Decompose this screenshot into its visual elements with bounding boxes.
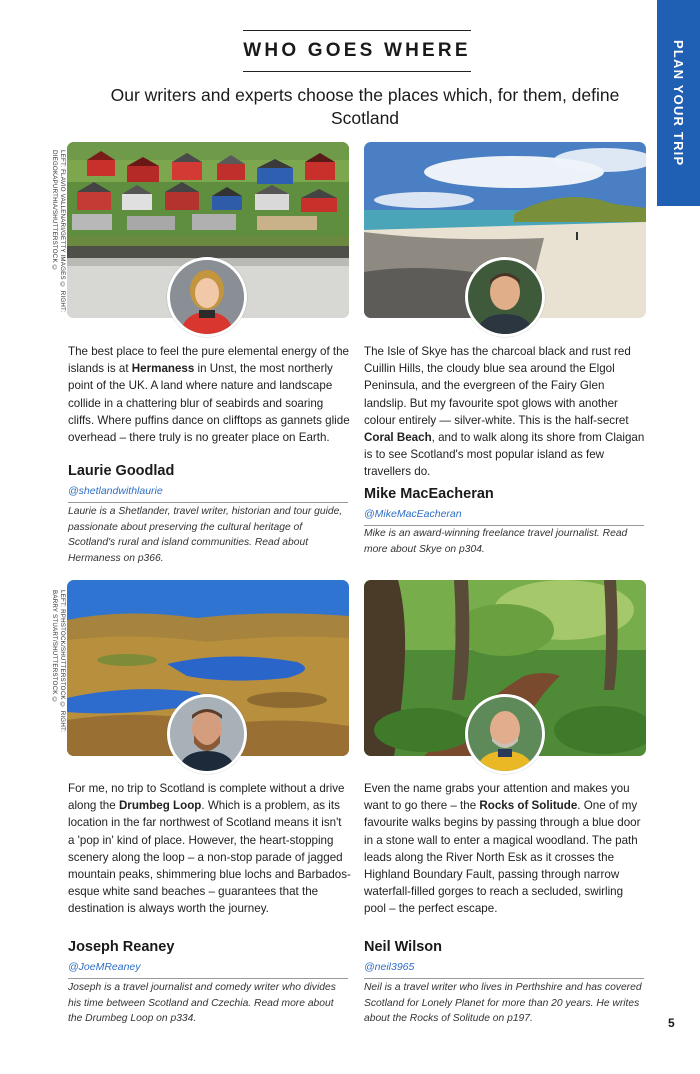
section-subtitle: Our writers and experts choose the places which, for them, define Scotland	[110, 85, 620, 128]
author-bio-joseph-reaney: Joseph is a travel journalist and comedy writer who divides his time between Scotland and Czechia. Read more about the Drumbeg Loop on p334.	[68, 982, 336, 1024]
author-handle-neil-wilson[interactable]: @neil3965	[364, 961, 415, 973]
author-name-joseph-reaney: Joseph Reaney	[68, 939, 175, 955]
author-handle-laurie-goodlad[interactable]: @shetlandwithlaurie	[68, 485, 163, 497]
page-number: 5	[668, 1016, 675, 1030]
place-name-hermaness: Hermaness	[131, 362, 195, 376]
author-handle-joseph-reaney[interactable]: @JoeMReaney	[68, 961, 141, 973]
author-name-laurie-goodlad: Laurie Goodlad	[68, 463, 175, 479]
author-name-neil-wilson: Neil Wilson	[364, 939, 443, 955]
author-bio-neil-wilson: Neil is a travel writer who lives in Perthshire and has covered Scotland for Lonely Planet for more than 20 years. He writes about the Rocks of Solitude on p197.	[364, 982, 642, 1024]
entry-description-coral-beach: The Isle of Skye has the charcoal black and rust red Cuillin Hills, the cloudy blue sea around the Elgol Peninsula, and the evergreen of the Fairy Glen landslip. But my favourite spot glows with another colour entirely — silver-white. This is the half-secret Coral Beach, and to walk along its shore from Claigan is to see Scotland's most popular island as few travellers do.	[364, 345, 645, 479]
author-bio-mike-maceacheran: Mike is an award-winning freelance travel journalist. Read more about Skye on p304.	[364, 528, 628, 555]
divider	[68, 502, 348, 503]
avatar-laurie-goodlad	[167, 257, 247, 337]
plan-your-trip-tab[interactable]	[657, 0, 700, 206]
section-title: WHO GOES WHERE	[243, 40, 471, 61]
place-name-drumbeg-loop: Drumbeg Loop	[118, 799, 202, 813]
author-bio-laurie-goodlad: Laurie is a Shetlander, travel writer, historian and tour guide, passionate about preserving the cultural heritage of Scotland's rural and island communities. Read about Hermaness on p366.	[68, 506, 343, 564]
place-name-rocks-of-solitude: Rocks of Solitude	[479, 799, 578, 813]
divider	[68, 978, 348, 979]
avatar-mike-maceacheran	[465, 257, 545, 337]
divider	[364, 978, 644, 979]
avatar-neil-wilson	[465, 694, 545, 774]
author-handle-mike-maceacheran[interactable]: @MikeMacEacheran	[364, 508, 462, 520]
entry-description-rocks-of-solitude: Even the name grabs your attention and makes you want to go there – the Rocks of Solitude. One of my favourite walks begins by passing through a blue door in a stone wall to enter a magical woodland. The path leads along the River North Esk as it crosses the Highland Boundary Fault, passing through narrow waterfall-filled gorges to reach a secluded, swirling pool – the perfect escape.	[364, 782, 641, 916]
entry-description-hermaness: The best place to feel the pure elemental energy of the islands is at Hermaness in Unst, the most northerly point of the UK. A land where nature and landscape collide in a chattering blur of seabirds and soaring cliffs. Where puffins dance on clifftops as gannets glide overhead – there truly is no greater place on Earth.	[68, 345, 350, 445]
author-name-mike-maceacheran: Mike MacEacheran	[364, 486, 494, 502]
photo-credit-bottom: LEFT: RPHSTOCK/SHUTTERSTOCK © RIGHT: BARRY STUART/SHUTTERSTOCK ©	[51, 590, 66, 733]
section-header	[243, 30, 471, 72]
entry-description-drumbeg-loop: For me, no trip to Scotland is complete without a drive along the Drumbeg Loop. Which is a problem, as its location in the far northwest of Scotland means it isn't a 'pop in' kind of place. However, the heart-stopping scenery along the loop – a non-stop parade of jagged mountain peaks, shimmering blue lochs and Barbados-esque white sand beaches – guarantees that the destination is always worth the journey.	[68, 782, 351, 916]
side-tab-label: PLAN YOUR TRIP	[671, 39, 686, 167]
avatar-joseph-reaney	[167, 694, 247, 774]
place-name-coral-beach: Coral Beach	[364, 431, 432, 445]
photo-credit-top: LEFT: FLAVIO VALLENARI/GETTY IMAGES © RIGHT: DIEGOKAPURTHIA/SHUTTERSTOCK ©	[51, 150, 66, 313]
